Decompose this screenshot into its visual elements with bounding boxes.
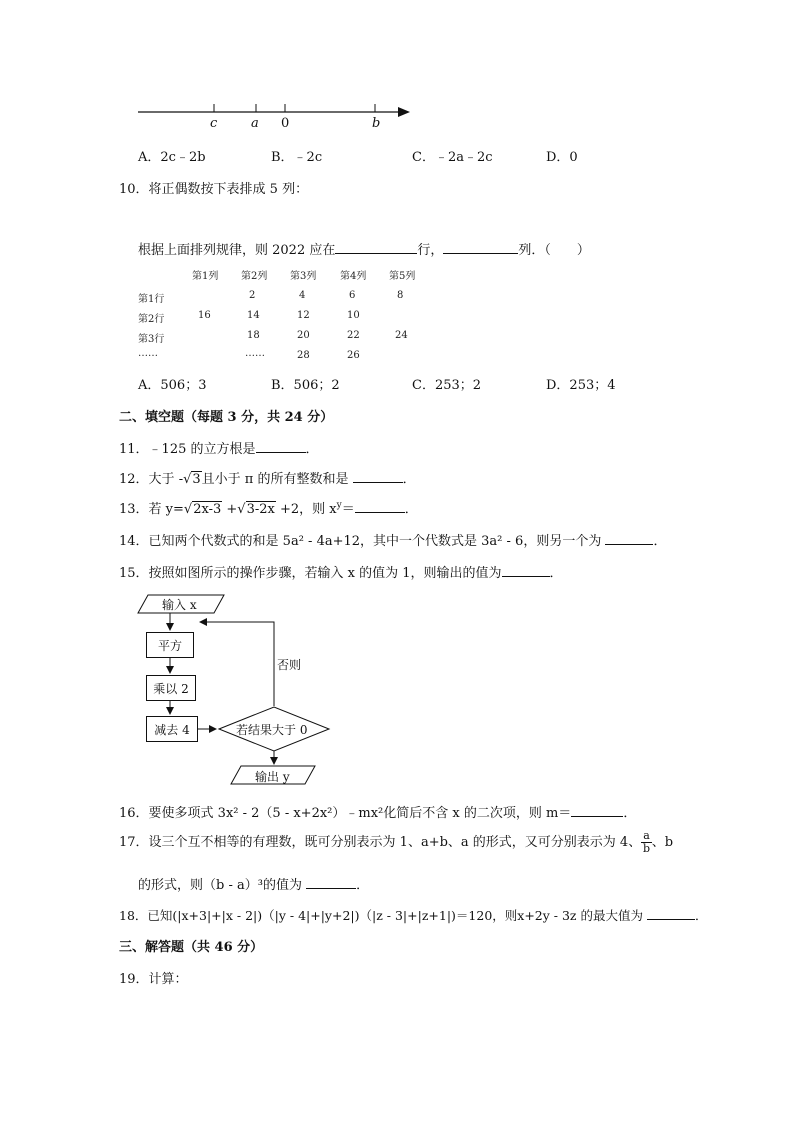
label-a: a	[251, 116, 259, 131]
label-c: c	[210, 116, 218, 131]
table-cell: 26	[347, 350, 360, 361]
table-cell: 22	[347, 330, 360, 341]
flow-input: 输入 x	[162, 598, 197, 612]
row-label: ……	[138, 348, 158, 359]
table-cell: 10	[347, 310, 360, 321]
flow-square-box: 平方	[146, 632, 194, 658]
q9-option-a[interactable]: A．2c﹣2b	[138, 150, 206, 165]
q10-stem: 10．将正偶数按下表排成 5 列：	[119, 182, 309, 197]
q11: 11．﹣125 的立方根是 ．	[119, 438, 319, 457]
table-cell: ……	[245, 348, 265, 359]
table-cell: 16	[198, 310, 211, 321]
table-cell: 14	[247, 310, 260, 321]
table-cell: 18	[247, 330, 260, 341]
col-header: 第3列	[290, 271, 317, 282]
row-label: 第2行	[138, 314, 165, 325]
q18: 18．已知(|x+3|+|x - 2|)（|y - 4|+|y+2|)（|z - 3|+|z+1|)＝120，则x+2y - 3z 的最大值为 ．	[119, 908, 708, 923]
q16: 16．要使多项式 3x² - 2（5 - x+2x²）﹣mx²化简后不含 x 的二次项，则 m＝ ．	[119, 802, 636, 821]
section-2-title: 二、填空题（每题 3 分，共 24 分）	[119, 410, 334, 425]
q10-option-c[interactable]: C．253；2	[412, 378, 482, 393]
q15: 15．按照如图所示的操作步骤，若输入 x 的值为 1，则输出的值为 ．	[119, 562, 563, 581]
q10-option-d[interactable]: D．253；4	[546, 378, 616, 393]
col-header: 第5列	[389, 271, 416, 282]
flow-subtract-box: 减去 4	[146, 716, 198, 742]
flow-no-label: 否则	[277, 658, 302, 672]
q12: 12．大于 -√3且小于 π 的所有整数和是 ．	[119, 468, 416, 487]
row-label: 第3行	[138, 334, 165, 345]
table-cell: 6	[349, 290, 356, 301]
flow-condition: 若结果大于 0	[236, 723, 308, 737]
table-cell: 24	[395, 330, 408, 341]
table-cell: 2	[249, 290, 256, 301]
q13: 13．若 y=√2x-3 +√3-2x +2，则 $x^y=$ ．	[119, 500, 418, 517]
q9-option-d[interactable]: D．0	[546, 150, 578, 165]
q10-rule-line: 根据上面排列规律，则 2022 应在 行， 列．（ ）	[138, 239, 590, 258]
q19: 19．计算：	[119, 972, 188, 987]
q17-line1: 17．设三个互不相等的有理数，既可分别表示为 1、a+b、a 的形式，又可分别表示为 4、 $\frac{a}{b}$ 、b	[119, 829, 674, 855]
table-cell: 8	[397, 290, 404, 301]
table-cell: 4	[299, 290, 306, 301]
col-header: 第1列	[192, 271, 219, 282]
section-3-title: 三、解答题（共 46 分）	[119, 940, 264, 955]
q14: 14．已知两个代数式的和是 5a² - 4a+12，其中一个代数式是 3a² - 6，则另一个为 ．	[119, 530, 666, 549]
q10-option-a[interactable]: A．506；3	[138, 378, 207, 393]
label-zero: 0	[281, 116, 290, 131]
col-header: 第2列	[241, 271, 268, 282]
flow-output: 输出 y	[255, 770, 290, 784]
table-cell: 20	[297, 330, 310, 341]
q9-option-b[interactable]: B．﹣2c	[271, 150, 323, 165]
flow-multiply-box: 乘以 2	[146, 675, 196, 701]
label-b: b	[372, 116, 381, 131]
row-label: 第1行	[138, 294, 165, 305]
q10-option-b[interactable]: B．506；2	[271, 378, 340, 393]
q9-option-c[interactable]: C．﹣2a﹣2c	[412, 150, 493, 165]
table-cell: 28	[297, 350, 310, 361]
col-header: 第4列	[340, 271, 367, 282]
table-cell: 12	[297, 310, 310, 321]
q17-line2: 的形式，则（b - a）³的值为 ．	[138, 874, 369, 893]
